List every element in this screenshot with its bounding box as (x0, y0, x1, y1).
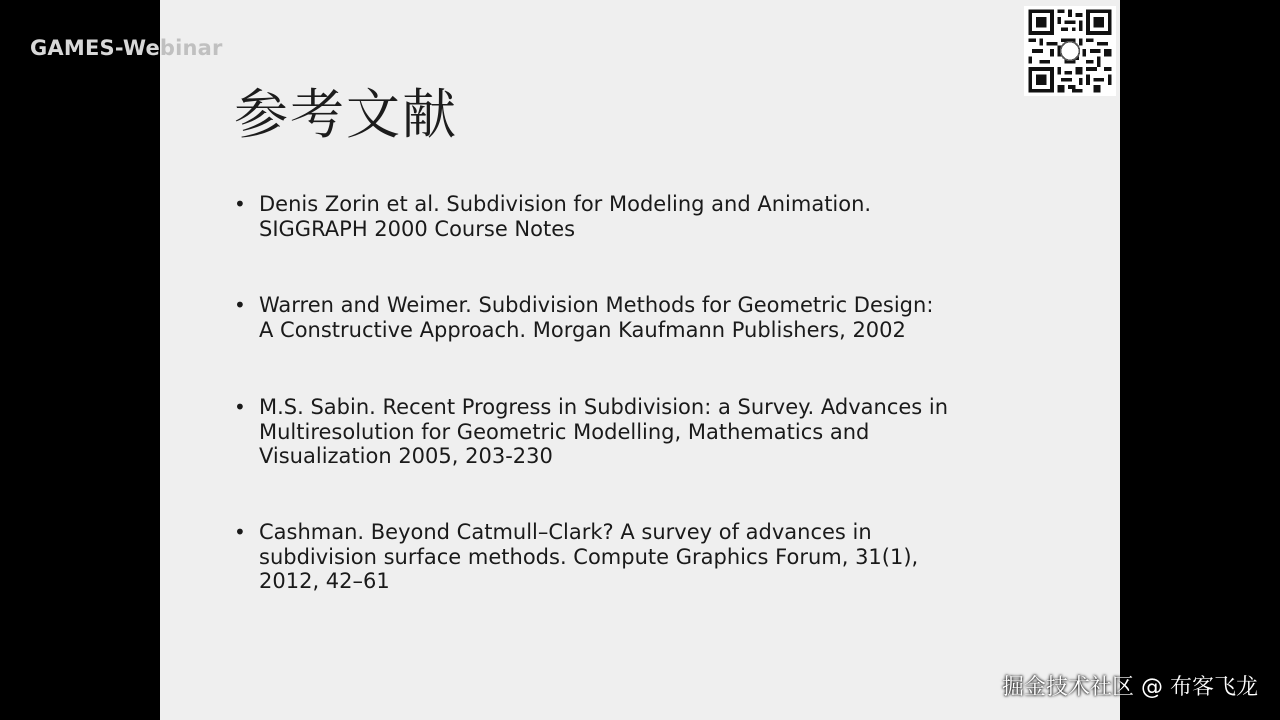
reference-item (230, 395, 948, 469)
reference-item (230, 520, 918, 594)
channel-watermark-text: GAMES-We (30, 36, 160, 60)
qr-code-icon (1024, 6, 1116, 96)
reference-line: Visualization 2005, 203-230 (259, 444, 553, 468)
channel-watermark (30, 36, 223, 60)
reference-line: 2012, 42–61 (259, 569, 390, 593)
channel-watermark-faded-text: binar (159, 36, 223, 60)
slide-title: 参考文献 (234, 83, 458, 146)
bullet-icon: • (234, 520, 246, 544)
reference-line: M.S. Sabin. Recent Progress in Subdivision: a Survey. Advances in (259, 395, 949, 419)
reference-line: Warren and Weimer. Subdivision Methods for Geometric Design: (259, 293, 934, 317)
reference-item (230, 293, 933, 342)
bullet-icon: • (234, 395, 246, 419)
reference-line: Denis Zorin et al. Subdivision for Modeling and Animation. (259, 192, 872, 216)
reference-line: subdivision surface methods. Compute Graphics Forum, 31(1), (259, 544, 919, 569)
reference-line: SIGGRAPH 2000 Course Notes (259, 216, 576, 241)
bullet-icon: • (234, 293, 246, 317)
bullet-icon: • (234, 192, 246, 216)
reference-line: Cashman. Beyond Catmull–Clark? A survey of advances in (259, 520, 872, 544)
reference-item (230, 192, 871, 241)
reference-line: Multiresolution for Geometric Modelling, Mathematics and (259, 419, 870, 444)
footer-watermark: 掘金技术社区 @ 布客飞龙 (1002, 675, 1258, 700)
reference-line: A Constructive Approach. Morgan Kaufmann Publishers, 2002 (259, 317, 906, 342)
